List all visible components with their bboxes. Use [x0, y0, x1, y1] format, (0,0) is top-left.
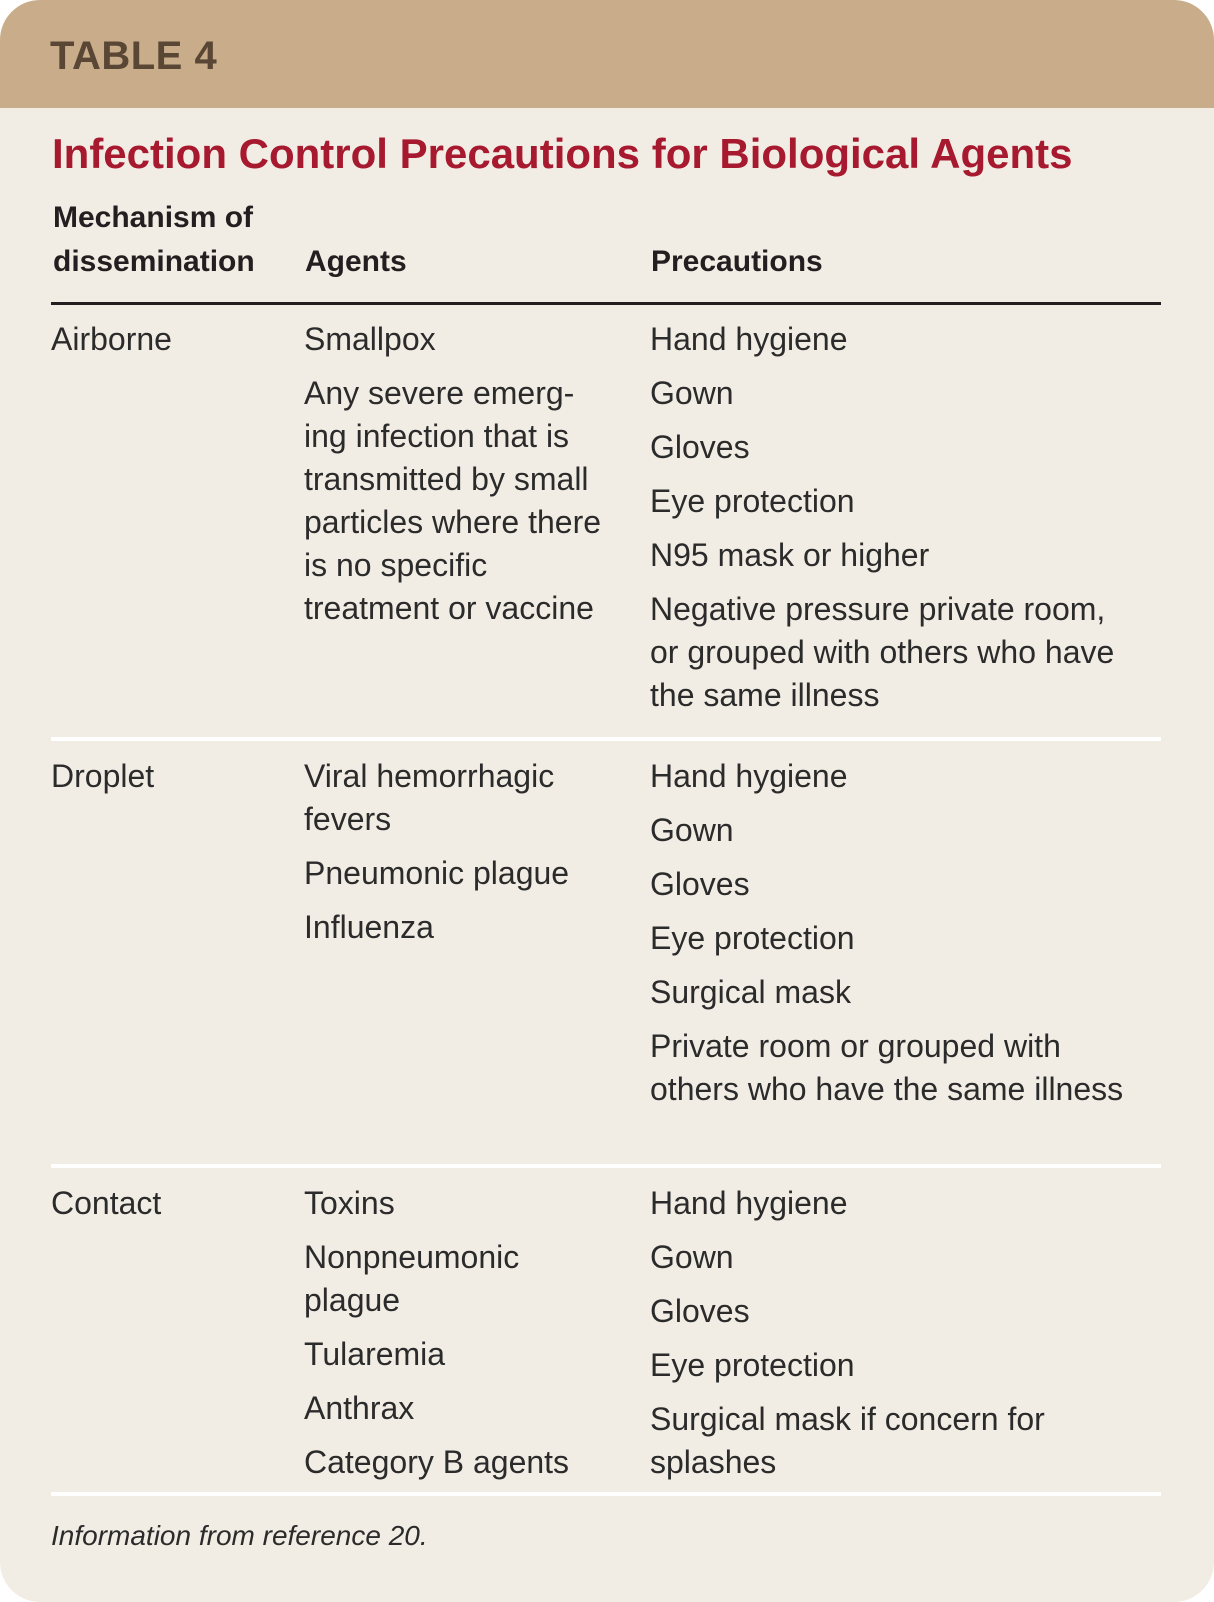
header-rule	[51, 302, 1161, 305]
header-precautions: Precautions	[651, 245, 823, 278]
agent-item: Anthrax	[304, 1390, 415, 1426]
agent-item: Any severe emerg-ing infection that is transmitted by small particles where there is no specific treatment or vaccine	[304, 375, 602, 626]
precaution-item: Gown	[650, 1239, 734, 1275]
precaution-item: Gloves	[650, 1293, 750, 1329]
precaution-item: Eye protection	[650, 1347, 855, 1383]
agent-item: Viral hemorrhagic fevers	[304, 758, 555, 837]
table-label: TABLE 4	[50, 34, 218, 78]
precaution-item: Eye protection	[650, 920, 855, 956]
precaution-item: Surgical mask	[650, 974, 851, 1010]
row-contact-mechanism: Contact	[51, 1185, 162, 1221]
header-agents: Agents	[305, 245, 407, 278]
agent-item: Category B agents	[304, 1444, 570, 1480]
precaution-item: Gown	[650, 812, 734, 848]
row-divider	[51, 737, 1161, 741]
table-label-bar	[0, 0, 1214, 108]
table-title: Infection Control Precautions for Biological Agents	[52, 130, 1073, 177]
precaution-item: Hand hygiene	[650, 321, 848, 357]
row-airborne-agents	[304, 318, 604, 641]
footnote: Information from reference 20.	[51, 1520, 428, 1551]
precaution-item: Negative pressure private room, or grouped with others who have the same illness	[650, 591, 1115, 713]
header-mechanism-line1: Mechanism of	[53, 201, 254, 234]
precaution-item: Private room or grouped with others who have the same illness	[650, 1028, 1124, 1107]
agent-item: Nonpneumonic plague	[304, 1239, 520, 1318]
precaution-item: Gloves	[650, 429, 750, 465]
row-airborne-precautions	[650, 318, 1125, 728]
precaution-item: Hand hygiene	[650, 1185, 848, 1221]
row-divider	[51, 1164, 1161, 1168]
row-droplet-mechanism: Droplet	[51, 758, 155, 794]
agent-item: Tularemia	[304, 1336, 446, 1372]
header-mechanism	[53, 196, 255, 284]
row-droplet-agents	[304, 755, 609, 960]
precaution-item: Surgical mask if concern for splashes	[650, 1401, 1045, 1480]
agent-item: Influenza	[304, 909, 434, 945]
agent-item: Toxins	[304, 1185, 395, 1221]
precaution-item: Eye protection	[650, 483, 855, 519]
agent-item: Pneumonic plague	[304, 855, 570, 891]
precaution-item: Hand hygiene	[650, 758, 848, 794]
agent-item: Smallpox	[304, 321, 436, 357]
precaution-item: N95 mask or higher	[650, 537, 930, 573]
row-droplet-precautions	[650, 755, 1125, 1122]
precaution-item: Gown	[650, 375, 734, 411]
row-divider	[51, 1492, 1161, 1496]
row-contact-precautions	[650, 1182, 1125, 1495]
precaution-item: Gloves	[650, 866, 750, 902]
row-airborne-mechanism: Airborne	[51, 321, 172, 357]
header-mechanism-line2: dissemination	[53, 245, 255, 278]
row-contact-agents	[304, 1182, 609, 1495]
